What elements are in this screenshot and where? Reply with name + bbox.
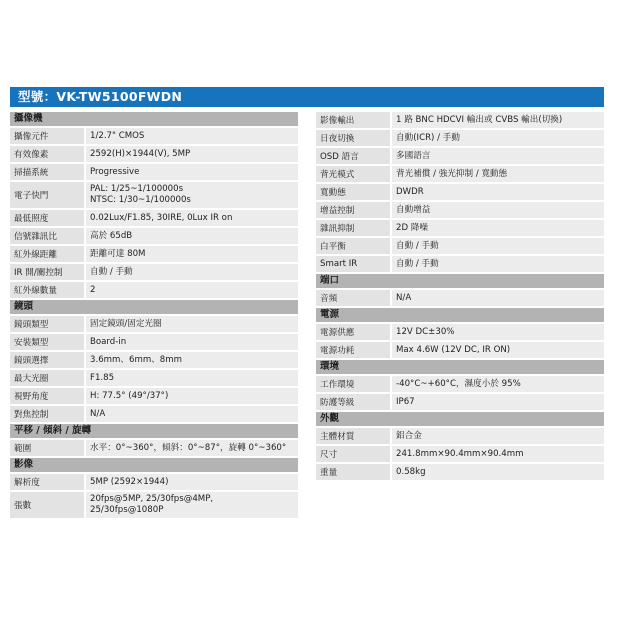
spec-column-right [316,112,604,482]
spec-value-line: N/A [90,408,106,419]
spec-row [10,228,298,244]
spec-label: 工作環境 [316,376,390,392]
spec-value [86,182,298,208]
spec-label: OSD 語言 [316,148,390,164]
spec-row [316,238,604,254]
spec-value [392,446,604,462]
spec-value-line: 自動增益 [396,204,431,215]
spec-value-line: 自動 / 手動 [90,266,133,277]
spec-row [316,202,604,218]
spec-row [10,246,298,262]
spec-value-line: 2D 降噪 [396,222,429,233]
spec-row [10,370,298,386]
spec-value [392,394,604,410]
spec-value-line: H: 77.5° (49°/37°) [90,390,169,401]
spec-label: 日夜切換 [316,130,390,146]
spec-row [10,474,298,490]
section-header: 鏡頭 [10,300,298,314]
spec-label: 鏡頭選擇 [10,352,84,368]
spec-value-line: 鋁合金 [396,430,422,441]
spec-row [10,388,298,404]
spec-label: 信號雜訊比 [10,228,84,244]
spec-value-line: 2 [90,284,96,295]
spec-label: Smart IR [316,256,390,272]
spec-value-line: 背光補償 / 強光抑制 / 寬動態 [396,168,508,179]
spec-label: 最低照度 [10,210,84,226]
spec-value-line: 高於 65dB [90,230,133,241]
spec-row [10,334,298,350]
spec-label: 雜訊抑制 [316,220,390,236]
spec-value [392,342,604,358]
spec-label: 鏡頭類型 [10,316,84,332]
spec-label: 增益控制 [316,202,390,218]
spec-row [10,492,298,518]
spec-column-left [10,112,298,520]
spec-value [392,166,604,182]
spec-row [10,128,298,144]
section-header: 攝像機 [10,112,298,126]
spec-label: 安裝類型 [10,334,84,350]
spec-label: 背光模式 [316,166,390,182]
spec-row [10,264,298,280]
spec-value-line: 多國語言 [396,150,431,161]
section-header: 端口 [316,274,604,288]
spec-value [392,130,604,146]
section-header: 外觀 [316,412,604,426]
spec-value [392,184,604,200]
spec-label: 尺寸 [316,446,390,462]
spec-value [392,376,604,392]
spec-row [316,166,604,182]
spec-row [10,210,298,226]
spec-row [316,112,604,128]
spec-value-line: Board-in [90,336,127,347]
spec-value [86,264,298,280]
section-header: 環境 [316,360,604,374]
spec-label: 主體材質 [316,428,390,444]
spec-value [86,164,298,180]
spec-row [316,464,604,480]
spec-value-line: 1/2.7" CMOS [90,130,145,141]
spec-value-line: DWDR [396,186,424,197]
spec-value-line: N/A [396,292,412,303]
spec-row [316,148,604,164]
spec-value [392,290,604,306]
spec-value [86,370,298,386]
spec-value [392,202,604,218]
spec-row [10,146,298,162]
spec-value-line: 自動 / 手動 [396,258,439,269]
spec-label: 攝像元件 [10,128,84,144]
spec-value [392,112,604,128]
spec-value [86,282,298,298]
spec-value-line: 距離可達 80M [90,248,146,259]
spec-value-line: F1.85 [90,372,115,383]
spec-value-line: IP67 [396,396,415,407]
spec-label: 重量 [316,464,390,480]
spec-value [86,440,298,456]
spec-value-line: 0.02Lux/F1.85, 30IRE, 0Lux IR on [90,212,233,223]
spec-row [10,182,298,208]
spec-row [316,394,604,410]
spec-label: 電子快門 [10,182,84,208]
spec-row [10,440,298,456]
spec-row [10,352,298,368]
spec-value-line: 0.58kg [396,466,426,477]
spec-value [86,228,298,244]
spec-value-line: Progressive [90,166,140,177]
spec-row [10,282,298,298]
spec-value [86,474,298,490]
spec-row [316,256,604,272]
spec-value [392,256,604,272]
spec-value [392,148,604,164]
spec-label: 音頻 [316,290,390,306]
spec-value-line: 固定鏡頭/固定光圈 [90,318,162,329]
spec-label: 防護等級 [316,394,390,410]
spec-label: 最大光圈 [10,370,84,386]
model-title: 型號：VK-TW5100FWDN [10,87,604,107]
spec-label: 有效像素 [10,146,84,162]
spec-value [86,316,298,332]
spec-label: 影像輸出 [316,112,390,128]
spec-value [86,246,298,262]
spec-row [316,428,604,444]
spec-label: 寬動態 [316,184,390,200]
spec-value [392,428,604,444]
spec-label: 紅外線距離 [10,246,84,262]
spec-label: 張數 [10,492,84,518]
spec-value-line: 水平：0°~360°，傾斜：0°~87°，旋轉 0°~360° [90,442,287,453]
spec-label: 掃描系統 [10,164,84,180]
spec-label: 視野角度 [10,388,84,404]
spec-value-line: 20fps@5MP, 25/30fps@4MP, [90,494,214,504]
spec-value-line: 2592(H)×1944(V), 5MP [90,148,191,159]
spec-value-line: PAL: 1/25~1/100000s [90,184,184,194]
spec-value [86,352,298,368]
spec-value [86,388,298,404]
spec-row [10,316,298,332]
spec-label: 電源功耗 [316,342,390,358]
spec-value-line: -40°C~+60°C，濕度小於 95% [396,378,521,389]
spec-row [316,324,604,340]
spec-value [86,492,298,518]
spec-label: 範圍 [10,440,84,456]
spec-value [392,238,604,254]
spec-value-line: 1 路 BNC HDCVI 輸出或 CVBS 輸出(切換) [396,114,563,125]
spec-value [392,324,604,340]
spec-row [10,164,298,180]
section-header: 電源 [316,308,604,322]
spec-value [86,406,298,422]
spec-value-line: 241.8mm×90.4mm×90.4mm [396,448,524,459]
spec-value [392,220,604,236]
spec-value-line: 5MP (2592×1944) [90,476,169,487]
spec-row [316,130,604,146]
spec-value-line: 25/30fps@1080P [90,505,164,515]
spec-label: IR 開/關控制 [10,264,84,280]
section-header: 影像 [10,458,298,472]
spec-value-line: 3.6mm、6mm、8mm [90,354,183,365]
spec-value-line: NTSC: 1/30~1/100000s [90,195,191,205]
section-header: 平移 / 傾斜 / 旋轉 [10,424,298,438]
spec-row [316,184,604,200]
spec-value [86,128,298,144]
spec-label: 電源供應 [316,324,390,340]
spec-label: 白平衡 [316,238,390,254]
spec-row [316,446,604,462]
spec-row [10,406,298,422]
spec-label: 紅外線數量 [10,282,84,298]
spec-row [316,342,604,358]
spec-value [86,146,298,162]
spec-value-line: 12V DC±30% [396,326,455,337]
spec-value [86,210,298,226]
spec-value-line: Max 4.6W (12V DC, IR ON) [396,344,511,355]
spec-value [392,464,604,480]
spec-value-line: 自動 / 手動 [396,240,439,251]
spec-row [316,290,604,306]
spec-label: 解析度 [10,474,84,490]
spec-value-line: 自動(ICR) / 手動 [396,132,460,143]
spec-row [316,220,604,236]
spec-row [316,376,604,392]
spec-label: 對焦控制 [10,406,84,422]
spec-value [86,334,298,350]
